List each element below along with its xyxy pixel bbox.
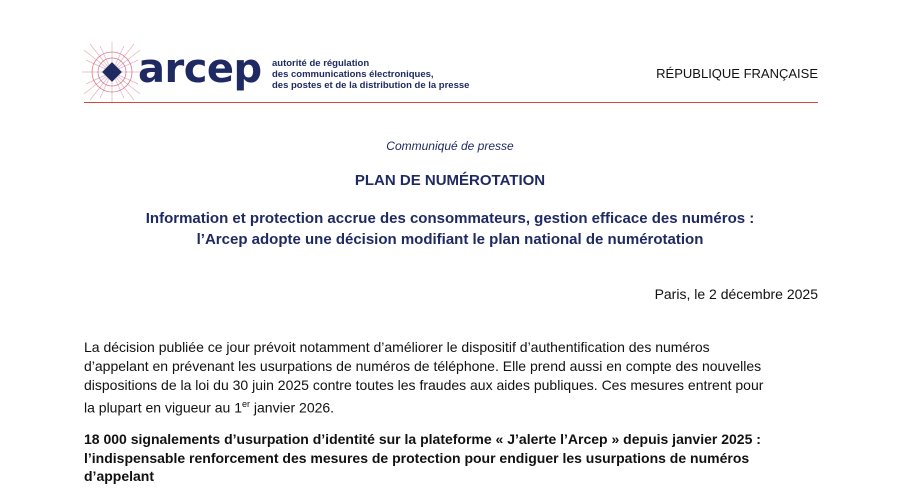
heading-line: 18 000 signalements d’usurpation d’identité sur la plateforme « J’alerte l’Arcep » depuis janvier 2025 :: [84, 431, 761, 447]
tagline-line: des postes et de la distribution de la presse: [272, 80, 470, 91]
logo-wordmark: arcep: [138, 46, 262, 92]
logo-tagline: [272, 58, 469, 91]
subtitle-line: l’Arcep adopte une décision modifiant le plan national de numérotation: [196, 231, 704, 248]
heading-line: l’indispensable renforcement des mesures de protection pour endiguer les usurpations de numéros: [84, 449, 750, 466]
heading-line: d’appelant: [84, 468, 155, 484]
paragraph-line: dispositions de la loi du 30 juin 2025 contre toutes les fraudes aux aides publiques. Ces mesures entrent pour: [84, 377, 764, 393]
text-span: la plupart en vigueur au 1: [84, 399, 242, 416]
arcep-logo-icon: [80, 40, 144, 104]
page-subtitle: [0, 208, 900, 250]
header-divider: [84, 102, 818, 103]
section-heading: [84, 430, 818, 486]
page-header: [0, 0, 900, 105]
text-span: janvier 2026.: [250, 399, 335, 416]
subtitle-line: Information et protection accrue des consommateurs, gestion efficace des numéros :: [145, 210, 755, 227]
paragraph-line: d’appelant en prévenant les usurpations de numéros de téléphone. Elle prend aussi en compte des nouvelles: [84, 358, 762, 374]
tagline-line: des communications électroniques,: [272, 69, 434, 80]
superscript: er: [242, 399, 251, 409]
paragraph-line: [84, 395, 818, 418]
intro-paragraph: [84, 338, 818, 418]
paragraph-line: La décision publiée ce jour prévoit notamment d’améliorer le dispositif d’authentification des numéros: [84, 339, 710, 355]
page-title: PLAN DE NUMÉROTATION: [354, 172, 546, 189]
tagline-line: autorité de régulation: [272, 58, 370, 69]
republique-francaise-label: RÉPUBLIQUE FRANÇAISE: [656, 66, 818, 81]
dateline: Paris, le 2 décembre 2025: [654, 286, 818, 302]
press-release-kicker: Communiqué de presse: [386, 139, 514, 153]
